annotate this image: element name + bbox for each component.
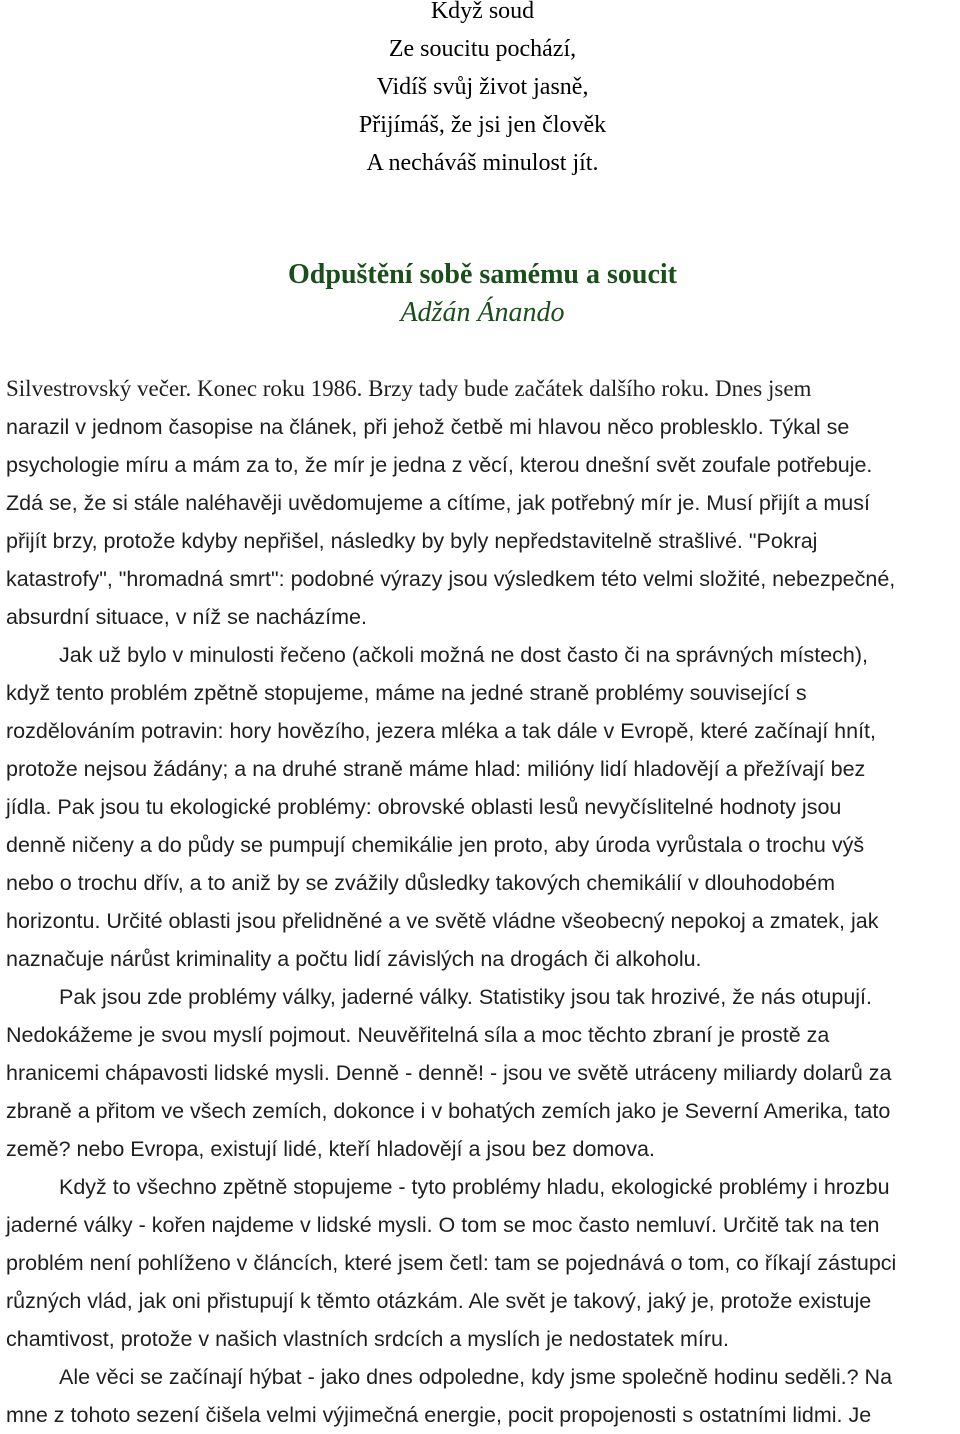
body-line: horizontu. Určité oblasti jsou přelidněné a ve světě vládne všeobecný nepokoj a zmatek, jak	[6, 909, 879, 933]
body-line: mne z tohoto sezení čišela velmi výjimečná energie, pocit propojenosti s ostatními lidmi. Je	[6, 1403, 872, 1427]
body-line: Pak jsou zde problémy války, jaderné války. Statistiky jsou tak hrozivé, že nás otupují.	[59, 985, 873, 1009]
body-line: jaderné války - kořen najdeme v lidské mysli. O tom se moc často nemluví. Určitě tak na ten	[6, 1213, 880, 1237]
body-line: Zdá se, že si stále naléhavěji uvědomujeme a cítíme, jak potřebný mír je. Musí přijít a musí	[6, 491, 870, 515]
body-line: chamtivost, protože v našich vlastních srdcích a myslích je nedostatek míru.	[6, 1327, 729, 1351]
body-line: rozdělováním potravin: hory hovězího, jezera mléka a tak dále v Evropě, které začínají hnít,	[6, 719, 877, 743]
body-line: Nedokážeme je svou myslí pojmout. Neuvěřitelná síla a moc těchto zbraní je prostě za	[6, 1023, 830, 1047]
article-author: Adžán Ánando	[400, 297, 565, 328]
body-line: Silvestrovský večer. Konec roku 1986. Brzy tady bude začátek dalšího roku. Dnes jsem	[6, 376, 812, 401]
poem-line: Přijímáš, že jsi jen člověk	[358, 112, 607, 138]
body-line: Jak už bylo v minulosti řečeno (ačkoli možná ne dost často či na správných místech),	[59, 643, 868, 667]
article-title: Odpuštění sobě samému a soucit	[288, 259, 677, 290]
body-line: protože nejsou žádány; a na druhé straně máme hlad: milióny lidí hladovějí a přežívají bez	[6, 757, 866, 781]
poem-line: Když soud	[430, 0, 535, 24]
body-line: přijít brzy, protože kdyby nepřišel, následky by byly nepředstavitelně strašlivé. "Pokraj	[6, 529, 818, 553]
poem	[0, 0, 960, 182]
body-line: když tento problém zpětně stopujeme, máme na jedné straně problémy související s	[6, 681, 807, 705]
body-line: hranicemi chápavosti lidské mysli. Denně - denně! - jsou ve světě utráceny miliardy dolarů za	[6, 1061, 892, 1085]
body-line: zbraně a přitom ve všech zemích, dokonce i v bohatých zemích jako je Severní Amerika, tato	[6, 1099, 891, 1123]
body-line: problém není pohlíženo v článcích, které jsem četl: tam se pojednává o tom, co říkají zástupci	[6, 1251, 897, 1275]
poem-line: Vidíš svůj život jasně,	[376, 74, 589, 100]
body-line: absurdní situace, v níž se nacházíme.	[6, 605, 367, 629]
body-line: Když to všechno zpětně stopujeme - tyto problémy hladu, ekologické problémy i hrozbu	[59, 1175, 890, 1199]
article-body	[6, 370, 960, 1434]
body-line: jídla. Pak jsou tu ekologické problémy: obrovské oblasti lesů nevyčíslitelné hodnoty jsou	[6, 795, 842, 819]
body-line: země? nebo Evropa, existují lidé, kteří hladovějí a jsou bez domova.	[6, 1137, 655, 1161]
poem-line: Ze soucitu pochází,	[388, 36, 577, 62]
body-line: narazil v jednom časopise na článek, při jehož četbě mi hlavou něco problesklo. Týkal se	[6, 415, 850, 439]
body-line: Ale věci se začínají hýbat - jako dnes odpoledne, kdy jsme společně hodinu seděli.? Na	[59, 1365, 893, 1389]
body-line: nebo o trochu dřív, a to aniž by se zvážily důsledky takových chemikálií v dlouhodobém	[6, 871, 835, 895]
body-line: katastrofy", "hromadná smrt": podobné výrazy jsou výsledkem této velmi složité, nebezpečné,	[6, 567, 896, 591]
body-line: denně ničeny a do půdy se pumpují chemikálie jen proto, aby úroda vyrůstala o trochu výš	[6, 833, 865, 857]
poem-line: A necháváš minulost jít.	[366, 150, 599, 176]
body-line: psychologie míru a mám za to, že mír je jedna z věcí, kterou dnešní svět zoufale potřebuje.	[6, 453, 873, 477]
body-line: různých vlád, jak oni přistupují k těmto otázkám. Ale svět je takový, jaký je, protože existuje	[6, 1289, 872, 1313]
body-line: naznačuje nárůst kriminality a počtu lidí závislých na drogách či alkoholu.	[6, 947, 702, 971]
